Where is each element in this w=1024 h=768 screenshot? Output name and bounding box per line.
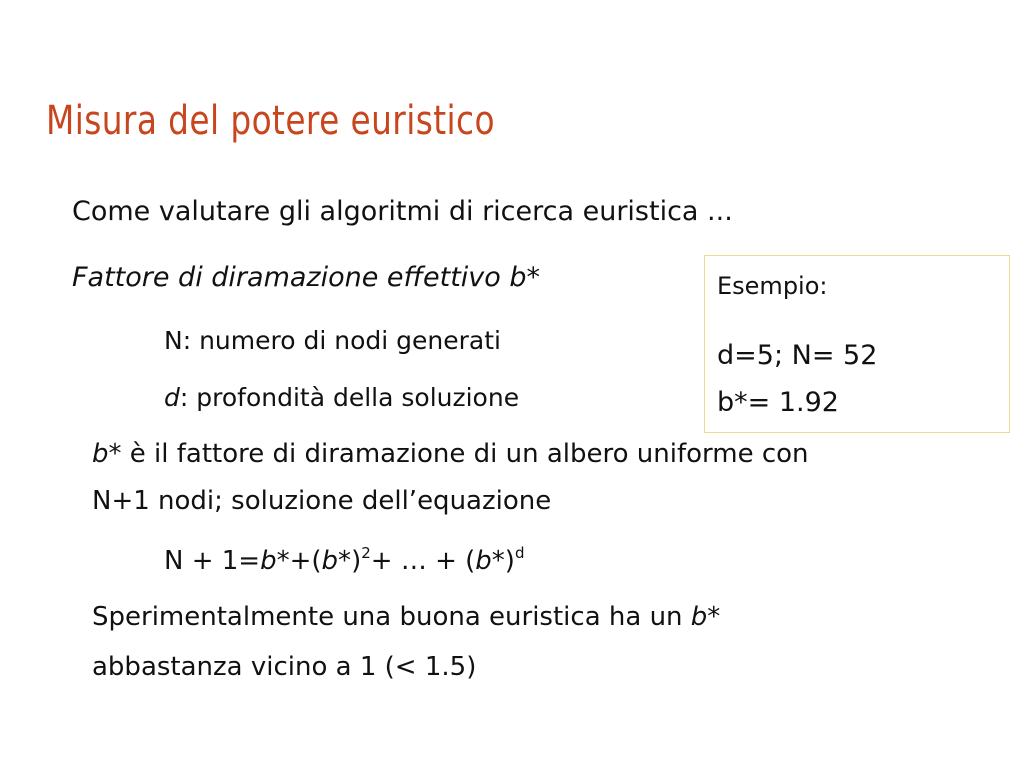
eq-part: N + 1=: [164, 546, 261, 576]
eq-part: +(: [289, 546, 322, 576]
bstar-definition-cont: N+1 nodi; soluzione dell’equazione: [92, 486, 552, 516]
bstar-definition-text: è il fattore di diramazione di un albero uniforme con: [121, 439, 809, 469]
eq-var: b*: [475, 546, 505, 576]
eq-part: + … + (: [370, 546, 476, 576]
equation: [164, 546, 524, 576]
eq-var: b*: [260, 546, 290, 576]
bstar-definition: [92, 439, 809, 469]
d-variable: d: [164, 383, 180, 412]
example-label: Esempio:: [717, 272, 828, 300]
eq-part: ): [504, 546, 515, 576]
bstar-variable: b*: [690, 602, 721, 632]
d-definition: [164, 383, 519, 412]
eq-var: b*: [321, 546, 352, 576]
eq-exponent: 2: [361, 544, 371, 562]
branching-factor-heading: Fattore di diramazione effettivo b*: [72, 262, 541, 293]
bstar-variable: b*: [92, 439, 122, 469]
experimental-note-cont: abbastanza vicino a 1 (< 1.5): [92, 652, 477, 682]
eq-exponent: d: [514, 544, 525, 562]
experimental-note: [92, 602, 720, 632]
experimental-note-text: Sperimentalmente una buona euristica ha un: [92, 602, 691, 632]
intro-text: Come valutare gli algoritmi di ricerca euristica ...: [72, 196, 733, 227]
d-definition-text: : profondità della soluzione: [179, 383, 520, 412]
example-values-1: d=5; N= 52: [717, 340, 878, 371]
eq-part: ): [351, 546, 362, 576]
example-box: [704, 255, 1010, 433]
n-definition: N: numero di nodi generati: [164, 326, 501, 355]
example-values-2: b*= 1.92: [717, 387, 839, 418]
slide-title: Misura del potere euristico: [46, 98, 495, 144]
